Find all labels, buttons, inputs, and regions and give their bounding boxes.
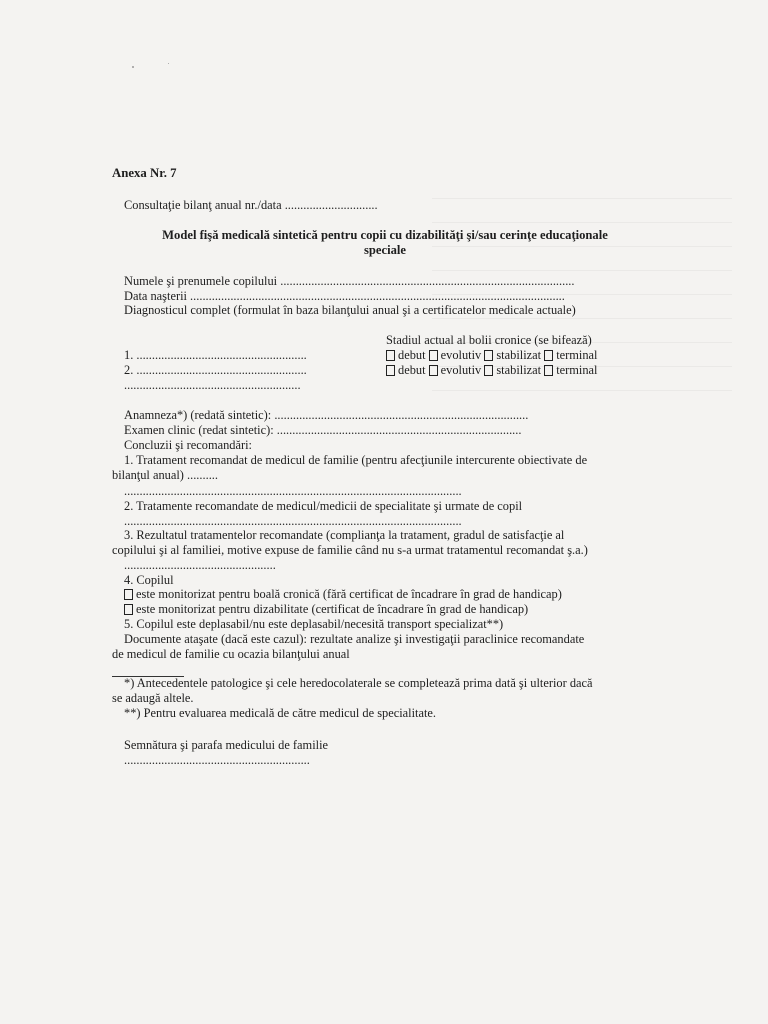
signature-line: ............................................................ bbox=[124, 753, 310, 767]
signature-label: Semnătura şi parafa medicului de familie bbox=[124, 738, 329, 752]
paper-speck bbox=[168, 63, 169, 64]
option-label: evolutiv bbox=[440, 348, 482, 362]
stage-header: Stadiul actual al bolii cronice (se bifează) bbox=[386, 333, 592, 347]
checkbox-chronic-disease[interactable] bbox=[124, 589, 133, 600]
consultation-line: Consultaţie bilanţ anual nr./data .............................. bbox=[124, 198, 378, 212]
item-3: 3. Rezultatul tratamentelor recomandate (complianţa la tratament, gradul de satisfacţie al bbox=[124, 528, 565, 542]
option-label: terminal bbox=[556, 363, 598, 377]
stage-options-row-1 bbox=[386, 348, 598, 363]
diagnosis-row-2: 2. ....................................................... bbox=[124, 363, 307, 377]
checkbox-evolutiv[interactable] bbox=[429, 350, 438, 361]
birth-date-field: Data naşterii ......................................................................................................................... bbox=[124, 289, 565, 303]
checkbox-terminal[interactable] bbox=[544, 365, 553, 376]
child-name-field: Numele şi prenumele copilului ............................................................................................... bbox=[124, 274, 575, 288]
option-label: evolutiv bbox=[440, 363, 482, 377]
option-label: stabilizat bbox=[496, 363, 542, 377]
checkbox-terminal[interactable] bbox=[544, 350, 553, 361]
form-title-continuation: speciale bbox=[364, 243, 406, 257]
option-label: este monitorizat pentru boală cronică (fără certificat de încadrare în grad de handicap) bbox=[136, 587, 562, 601]
option-label: terminal bbox=[556, 348, 598, 362]
option-label: debut bbox=[398, 363, 426, 377]
item-5: 5. Copilul este deplasabil/nu este deplasabil/necesită transport specializat**) bbox=[124, 617, 504, 631]
anamnesis-field: Anamneza*) (redată sintetic): .................................................................................. bbox=[124, 408, 529, 422]
option-label: este monitorizat pentru dizabilitate (certificat de încadrare în grad de handicap) bbox=[136, 602, 529, 616]
item-3-continuation: copilului şi al familiei, motive expuse de familie când nu s-a urmat tratamentul recomandat ş.a.) bbox=[112, 543, 588, 557]
documents-attached: Documente ataşate (dacă este cazul): rezultate analize şi investigaţii paraclinice recomandate bbox=[124, 632, 585, 646]
option-label: debut bbox=[398, 348, 426, 362]
footnote-1-continuation: se adaugă altele. bbox=[112, 691, 194, 705]
diagnosis-label: Diagnosticul complet (formulat în baza bilanţului anual şi a certificatelor medicale actuale) bbox=[124, 303, 576, 317]
item-1-continuation: bilanţul anual) .......... bbox=[112, 468, 218, 482]
item-1-dots: ............................................................................................................. bbox=[124, 484, 462, 498]
item-2: 2. Tratamente recomandate de medicul/medicii de specialitate şi urmate de copil bbox=[124, 499, 523, 513]
diagnosis-row-3: ......................................................... bbox=[124, 378, 301, 392]
checkbox-stabilizat[interactable] bbox=[484, 350, 493, 361]
documents-attached-continuation: de medicul de familie cu ocazia bilanţului anual bbox=[112, 647, 350, 661]
checkbox-debut[interactable] bbox=[386, 365, 395, 376]
item-4-option-1 bbox=[124, 587, 562, 602]
item-3-dots: ................................................. bbox=[124, 558, 276, 572]
checkbox-debut[interactable] bbox=[386, 350, 395, 361]
paper-speck bbox=[132, 66, 134, 68]
annex-title: Anexa Nr. 7 bbox=[112, 166, 177, 180]
footnote-1: *) Antecedentele patologice şi cele heredocolaterale se completează prima dată şi ulterior dacă bbox=[124, 676, 593, 690]
item-1: 1. Tratament recomandat de medicul de familie (pentru afecţiunile intercurente obiectivate de bbox=[124, 453, 588, 467]
checkbox-stabilizat[interactable] bbox=[484, 365, 493, 376]
stage-options-row-2 bbox=[386, 363, 598, 378]
form-title: Model fişă medicală sintetică pentru copii cu dizabilităţi şi/sau cerinţe educaţionale bbox=[162, 228, 608, 242]
option-label: stabilizat bbox=[496, 348, 542, 362]
item-4-option-2 bbox=[124, 602, 528, 617]
checkbox-disability[interactable] bbox=[124, 604, 133, 615]
item-4: 4. Copilul bbox=[124, 573, 174, 587]
item-2-dots: ............................................................................................................. bbox=[124, 514, 462, 528]
diagnosis-row-1: 1. ....................................................... bbox=[124, 348, 307, 362]
conclusions-label: Concluzii şi recomandări: bbox=[124, 438, 252, 452]
checkbox-evolutiv[interactable] bbox=[429, 365, 438, 376]
footnote-2: **) Pentru evaluarea medicală de către medicul de specialitate. bbox=[124, 706, 437, 720]
clinical-exam-field: Examen clinic (redat sintetic): ............................................................................... bbox=[124, 423, 522, 437]
